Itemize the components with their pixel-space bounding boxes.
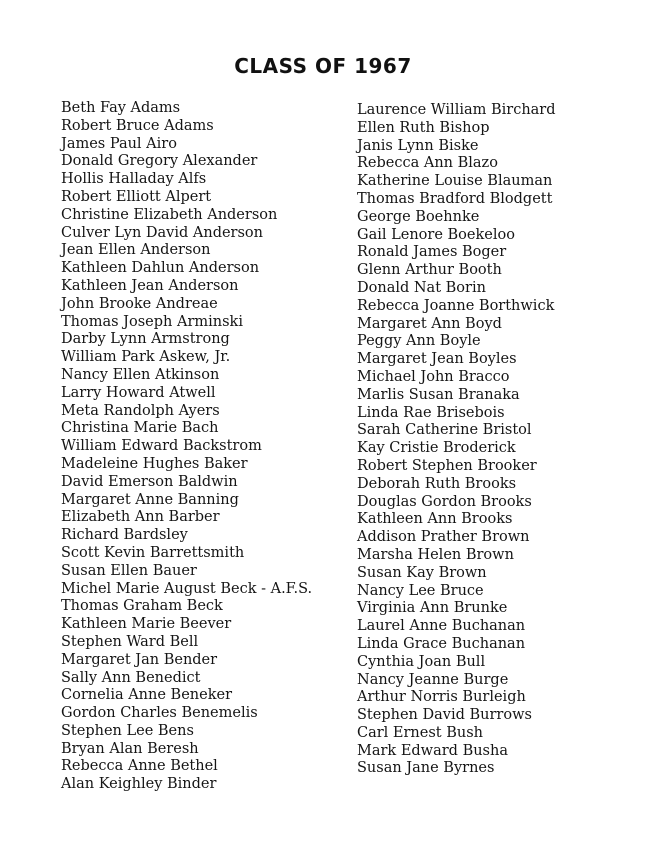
name-entry: Mark Edward Busha: [357, 742, 508, 759]
name-entry: Robert Bruce Adams: [61, 117, 214, 134]
name-entry: Addison Prather Brown: [357, 529, 530, 546]
name-entry: Kay Cristie Broderick: [357, 440, 516, 457]
name-entry: Linda Grace Buchanan: [357, 635, 526, 652]
name-entry: Beth Fay Adams: [61, 100, 181, 116]
name-entry: Elizabeth Ann Barber: [61, 509, 220, 526]
name-entry: Janis Lynn Biske: [357, 137, 479, 154]
name-entry: Marsha Helen Brown: [357, 546, 514, 563]
name-entry: Virginia Ann Brunke: [357, 600, 508, 617]
name-entry: Meta Randolph Ayers: [61, 402, 220, 419]
name-entry: Donald Nat Borin: [357, 279, 486, 296]
name-entry: Culver Lyn David Anderson: [61, 224, 264, 241]
name-entry: Thomas Bradford Blodgett: [357, 190, 553, 207]
name-entry: Kathleen Marie Beever: [61, 616, 232, 633]
name-entry: Cornelia Anne Beneker: [61, 687, 232, 704]
name-entry: Laurence William Birchard: [357, 102, 556, 118]
name-entry: Donald Gregory Alexander: [61, 153, 258, 170]
name-entry: Kathleen Jean Anderson: [61, 277, 239, 294]
name-entry: Stephen Lee Bens: [61, 722, 194, 739]
name-entry: Susan Kay Brown: [357, 564, 487, 581]
name-list-left: [61, 100, 351, 794]
name-entry: Ronald James Boger: [357, 244, 507, 261]
name-entry: Robert Stephen Brooker: [357, 457, 537, 474]
name-entry: Nancy Lee Bruce: [357, 582, 484, 599]
name-entry: Rebecca Joanne Borthwick: [357, 297, 555, 314]
name-entry: Thomas Joseph Arminski: [61, 313, 243, 330]
name-entry: Sally Ann Benedict: [61, 669, 201, 686]
name-entry: Katherine Louise Blauman: [357, 173, 553, 190]
name-entry: Christina Marie Bach: [61, 420, 219, 437]
name-entry: Rebecca Anne Bethel: [61, 758, 218, 775]
name-entry: Larry Howard Atwell: [61, 384, 216, 401]
name-entry: William Park Askew, Jr.: [61, 349, 231, 366]
page-title: CLASS OF 1967: [234, 54, 412, 78]
name-entry: Richard Bardsley: [61, 527, 188, 544]
name-list-right: [357, 102, 637, 778]
name-entry: Stephen David Burrows: [357, 707, 532, 724]
name-entry: Marlis Susan Branaka: [357, 386, 520, 403]
name-entry: William Edward Backstrom: [61, 438, 262, 455]
name-entry: Douglas Gordon Brooks: [357, 493, 532, 510]
name-entry: James Paul Airo: [61, 135, 177, 152]
name-entry: Linda Rae Brisebois: [357, 404, 505, 421]
name-entry: Kathleen Dahlun Anderson: [61, 260, 260, 277]
name-entry: Glenn Arthur Booth: [357, 262, 502, 279]
name-entry: Peggy Ann Boyle: [357, 333, 481, 350]
name-entry: Laurel Anne Buchanan: [357, 618, 526, 635]
name-entry: John Brooke Andreae: [61, 295, 218, 312]
name-entry: Nancy Jeanne Burge: [357, 671, 509, 688]
name-entry: Margaret Jan Bender: [61, 651, 218, 668]
name-entry: George Boehnke: [357, 208, 480, 225]
name-entry: Kathleen Ann Brooks: [357, 511, 513, 528]
name-entry: Rebecca Ann Blazo: [357, 155, 498, 172]
name-entry: Cynthia Joan Bull: [357, 653, 486, 670]
name-entry: Scott Kevin Barrettsmith: [61, 544, 245, 561]
name-entry: Margaret Jean Boyles: [357, 351, 517, 368]
name-entry: Alan Keighley Binder: [61, 776, 217, 793]
name-entry: Gail Lenore Boekeloo: [357, 226, 515, 243]
name-entry: Susan Jane Byrnes: [357, 760, 495, 777]
name-entry: Hollis Halladay Alfs: [61, 171, 207, 188]
name-entry: Gordon Charles Benemelis: [61, 705, 258, 722]
name-entry: Madeleine Hughes Baker: [61, 455, 248, 472]
name-entry: Robert Elliott Alpert: [61, 188, 212, 205]
name-entry: Thomas Graham Beck: [61, 598, 223, 615]
name-entry: Darby Lynn Armstrong: [61, 331, 230, 348]
name-entry: Bryan Alan Beresh: [61, 740, 199, 757]
name-entry: Ellen Ruth Bishop: [357, 119, 490, 136]
name-entry: David Emerson Baldwin: [61, 473, 238, 490]
name-entry: Carl Ernest Bush: [357, 724, 484, 741]
name-entry: Susan Ellen Bauer: [61, 562, 197, 579]
name-entry: Christine Elizabeth Anderson: [61, 206, 278, 223]
name-entry: Nancy Ellen Atkinson: [61, 366, 220, 383]
name-entry: Michel Marie August Beck - A.F.S.: [61, 580, 313, 597]
name-entry: Margaret Anne Banning: [61, 491, 239, 508]
name-entry: Margaret Ann Boyd: [357, 315, 502, 332]
name-entry: Arthur Norris Burleigh: [357, 689, 526, 706]
name-entry: Michael John Bracco: [357, 368, 510, 385]
name-entry: Stephen Ward Bell: [61, 633, 199, 650]
name-entry: Sarah Catherine Bristol: [357, 422, 532, 439]
name-entry: Jean Ellen Anderson: [61, 242, 211, 259]
name-entry: Deborah Ruth Brooks: [357, 475, 517, 492]
